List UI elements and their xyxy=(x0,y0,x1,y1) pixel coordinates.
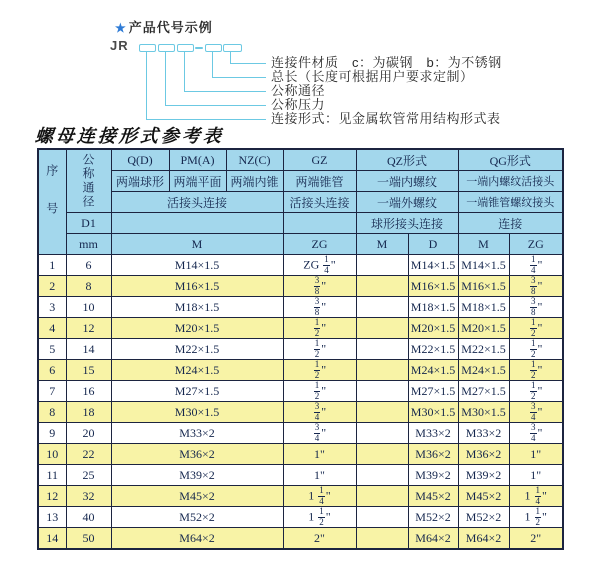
table-row xyxy=(38,381,563,402)
cell-qz-m xyxy=(356,297,408,318)
cell-serial-no: 3 xyxy=(38,297,66,318)
header-form-qg: 一端内螺纹活接头 xyxy=(458,171,563,192)
cell-qz-m xyxy=(356,339,408,360)
cell-qz-m xyxy=(356,381,408,402)
cell-qg-zg: $\frac{1}{4}$ " xyxy=(509,255,563,276)
cell-dn-mm: 22 xyxy=(66,444,111,465)
cell-qg-m: M20×1.5 xyxy=(458,318,509,339)
cell-thread-m: M52×2 xyxy=(111,507,283,528)
cell-qg-m: M45×2 xyxy=(458,486,509,507)
cell-dn-mm: 40 xyxy=(66,507,111,528)
cell-qg-zg: 2" xyxy=(509,528,563,550)
cell-qz-m xyxy=(356,507,408,528)
cell-dn-mm: 10 xyxy=(66,297,111,318)
cell-serial-no: 6 xyxy=(38,360,66,381)
label-nominal-pressure: 公称压力 xyxy=(271,97,326,112)
label-material: 连接件材质 c：为碳钢 b：为不锈钢 xyxy=(271,55,502,70)
header-form-qd: 两端球形 xyxy=(111,171,169,192)
table-row xyxy=(38,444,563,465)
header-blank-gz xyxy=(283,213,356,234)
star-icon: ★ xyxy=(115,21,127,35)
header-d1: D1 xyxy=(66,213,111,234)
cell-qz-d: M39×2 xyxy=(408,465,458,486)
cell-qz-m xyxy=(356,423,408,444)
table-row xyxy=(38,276,563,297)
cell-thread-m: M20×1.5 xyxy=(111,318,283,339)
cell-serial-no: 1 xyxy=(38,255,66,276)
code-dash xyxy=(195,47,203,49)
nut-connection-table xyxy=(37,148,564,550)
header-serial-no: 序号 xyxy=(38,149,66,255)
cell-serial-no: 9 xyxy=(38,423,66,444)
header-conn-gz: 活接头连接 xyxy=(283,192,356,213)
header-form-pma: 两端平面 xyxy=(169,171,226,192)
product-code-title xyxy=(115,17,213,36)
header-form-qz: 一端内螺纹 xyxy=(356,171,458,192)
header-form-nzc: 两端内锥 xyxy=(226,171,283,192)
header-form-gz: 两端锥管 xyxy=(283,171,356,192)
cell-dn-mm: 25 xyxy=(66,465,111,486)
cell-qg-m: M27×1.5 xyxy=(458,381,509,402)
product-code-title-text: 产品代号示例 xyxy=(128,20,213,35)
cell-dn-mm: 14 xyxy=(66,339,111,360)
cell-qz-m xyxy=(356,360,408,381)
header-group-pma: PM(A) xyxy=(169,149,226,171)
cell-thread-m: M36×2 xyxy=(111,444,283,465)
header-qg-connection: 连接 xyxy=(458,213,563,234)
cell-serial-no: 8 xyxy=(38,402,66,423)
cell-qz-d: M64×2 xyxy=(408,528,458,550)
cell-qg-m: M33×2 xyxy=(458,423,509,444)
header-qz-connection: 球形接头连接 xyxy=(356,213,458,234)
cell-dn-mm: 16 xyxy=(66,381,111,402)
cell-thread-m: M45×2 xyxy=(111,486,283,507)
header-unit-qg-m: M xyxy=(458,234,509,255)
table-header xyxy=(38,149,563,255)
cell-qz-d: M36×2 xyxy=(408,444,458,465)
header-unit-m: M xyxy=(111,234,283,255)
header-conn-union: 活接头连接 xyxy=(111,192,283,213)
label-total-length: 总长（长度可根据用户要求定制） xyxy=(271,69,474,84)
header-group-gz: GZ xyxy=(283,149,356,171)
cell-thread-zg: $\frac{1}{2}$ " xyxy=(283,339,356,360)
cell-qg-zg: $\frac{3}{8}$ " xyxy=(509,276,563,297)
table-row xyxy=(38,528,563,550)
connector-line-5 xyxy=(230,51,266,64)
header-group-qz: QZ形式 xyxy=(356,149,458,171)
header-unit-zg: ZG xyxy=(283,234,356,255)
cell-thread-m: M33×2 xyxy=(111,423,283,444)
cell-dn-mm: 15 xyxy=(66,360,111,381)
header-group-nzc: NZ(C) xyxy=(226,149,283,171)
cell-qz-m xyxy=(356,486,408,507)
table-row xyxy=(38,297,563,318)
cell-qg-zg: $\frac{3}{4}$ " xyxy=(509,423,563,444)
cell-thread-m: M14×1.5 xyxy=(111,255,283,276)
cell-thread-zg: 2" xyxy=(283,528,356,550)
cell-dn-mm: 12 xyxy=(66,318,111,339)
cell-qg-zg: 1" xyxy=(509,444,563,465)
cell-serial-no: 14 xyxy=(38,528,66,550)
table-row xyxy=(38,360,563,381)
cell-qg-m: M22×1.5 xyxy=(458,339,509,360)
cell-serial-no: 12 xyxy=(38,486,66,507)
cell-serial-no: 2 xyxy=(38,276,66,297)
cell-serial-no: 7 xyxy=(38,381,66,402)
header-group-qg: QG形式 xyxy=(458,149,563,171)
header-blank-m xyxy=(111,213,283,234)
product-code-prefix: JR xyxy=(110,38,129,53)
cell-qz-d: M45×2 xyxy=(408,486,458,507)
cell-qz-d: M22×1.5 xyxy=(408,339,458,360)
header-unit-qz-m: M xyxy=(356,234,408,255)
cell-thread-zg: $\frac{3}{4}$ " xyxy=(283,402,356,423)
cell-serial-no: 4 xyxy=(38,318,66,339)
cell-thread-m: M30×1.5 xyxy=(111,402,283,423)
table-row xyxy=(38,255,563,276)
cell-qg-zg: $\frac{1}{2}$ " xyxy=(509,339,563,360)
cell-qz-d: M16×1.5 xyxy=(408,276,458,297)
cell-thread-m: M39×2 xyxy=(111,465,283,486)
cell-thread-zg: 1 $\frac{1}{4}$ " xyxy=(283,486,356,507)
table-row xyxy=(38,507,563,528)
cell-qg-m: M18×1.5 xyxy=(458,297,509,318)
table-row xyxy=(38,339,563,360)
table-row xyxy=(38,318,563,339)
cell-dn-mm: 6 xyxy=(66,255,111,276)
cell-qg-zg: 1" xyxy=(509,465,563,486)
cell-dn-mm: 8 xyxy=(66,276,111,297)
table-body xyxy=(38,255,563,550)
cell-thread-m: M18×1.5 xyxy=(111,297,283,318)
cell-thread-zg: ZG $\frac{1}{4}$ " xyxy=(283,255,356,276)
cell-thread-zg: 1" xyxy=(283,444,356,465)
table-row xyxy=(38,486,563,507)
cell-qg-m: M64×2 xyxy=(458,528,509,550)
header-group-qd: Q(D) xyxy=(111,149,169,171)
header-conn-qg: 一端锥管螺纹接头 xyxy=(458,192,563,213)
cell-serial-no: 5 xyxy=(38,339,66,360)
cell-qz-m xyxy=(356,444,408,465)
cell-qz-m xyxy=(356,528,408,550)
cell-qz-d: M27×1.5 xyxy=(408,381,458,402)
table-row xyxy=(38,402,563,423)
cell-dn-mm: 32 xyxy=(66,486,111,507)
cell-qg-zg: $\frac{1}{2}$ " xyxy=(509,360,563,381)
cell-qz-m xyxy=(356,255,408,276)
cell-thread-zg: 1" xyxy=(283,465,356,486)
cell-qz-m xyxy=(356,318,408,339)
cell-thread-zg: $\frac{3}{4}$ " xyxy=(283,423,356,444)
cell-thread-zg: $\frac{3}{8}$ " xyxy=(283,297,356,318)
label-connection-form: 连接形式：见金属软管常用结构形式表 xyxy=(271,111,501,126)
cell-thread-m: M24×1.5 xyxy=(111,360,283,381)
cell-qz-d: M30×1.5 xyxy=(408,402,458,423)
label-nominal-diameter: 公称通径 xyxy=(271,83,326,98)
table-row xyxy=(38,465,563,486)
cell-qz-d: M18×1.5 xyxy=(408,297,458,318)
cell-qz-m xyxy=(356,402,408,423)
cell-thread-zg: $\frac{1}{2}$ " xyxy=(283,318,356,339)
cell-qz-d: M33×2 xyxy=(408,423,458,444)
cell-dn-mm: 18 xyxy=(66,402,111,423)
cell-serial-no: 13 xyxy=(38,507,66,528)
cell-qg-m: M39×2 xyxy=(458,465,509,486)
header-unit-qz-d: D xyxy=(408,234,458,255)
header-nominal-diameter: 公称通径 xyxy=(66,149,111,213)
cell-qg-zg: $\frac{1}{2}$ " xyxy=(509,318,563,339)
cell-qg-zg: $\frac{1}{2}$ " xyxy=(509,381,563,402)
table-row xyxy=(38,423,563,444)
cell-qg-zg: $\frac{3}{8}$ " xyxy=(509,297,563,318)
header-unit-mm: mm xyxy=(66,234,111,255)
cell-qg-zg: 1 $\frac{1}{2}$ " xyxy=(509,507,563,528)
header-unit-qg-zg: ZG xyxy=(509,234,563,255)
cell-thread-m: M64×2 xyxy=(111,528,283,550)
cell-qg-m: M16×1.5 xyxy=(458,276,509,297)
cell-qz-m xyxy=(356,465,408,486)
cell-dn-mm: 20 xyxy=(66,423,111,444)
cell-serial-no: 11 xyxy=(38,465,66,486)
cell-dn-mm: 50 xyxy=(66,528,111,550)
cell-thread-zg: $\frac{1}{2}$ " xyxy=(283,360,356,381)
cell-qz-d: M20×1.5 xyxy=(408,318,458,339)
cell-thread-zg: $\frac{1}{2}$ " xyxy=(283,381,356,402)
table-title: 螺母连接形式参考表 xyxy=(34,126,225,147)
cell-thread-m: M27×1.5 xyxy=(111,381,283,402)
cell-qg-m: M52×2 xyxy=(458,507,509,528)
cell-serial-no: 10 xyxy=(38,444,66,465)
cell-qg-zg: $\frac{3}{4}$ " xyxy=(509,402,563,423)
cell-qg-m: M14×1.5 xyxy=(458,255,509,276)
header-conn-qz: 一端外螺纹 xyxy=(356,192,458,213)
cell-thread-zg: 1 $\frac{1}{2}$ " xyxy=(283,507,356,528)
cell-qz-m xyxy=(356,276,408,297)
cell-thread-m: M22×1.5 xyxy=(111,339,283,360)
cell-qz-d: M14×1.5 xyxy=(408,255,458,276)
cell-qg-m: M24×1.5 xyxy=(458,360,509,381)
cell-qg-m: M36×2 xyxy=(458,444,509,465)
cell-qz-d: M52×2 xyxy=(408,507,458,528)
cell-qg-m: M30×1.5 xyxy=(458,402,509,423)
cell-thread-m: M16×1.5 xyxy=(111,276,283,297)
cell-qg-zg: 1 $\frac{1}{4}$ " xyxy=(509,486,563,507)
cell-qz-d: M24×1.5 xyxy=(408,360,458,381)
cell-thread-zg: $\frac{3}{8}$ " xyxy=(283,276,356,297)
